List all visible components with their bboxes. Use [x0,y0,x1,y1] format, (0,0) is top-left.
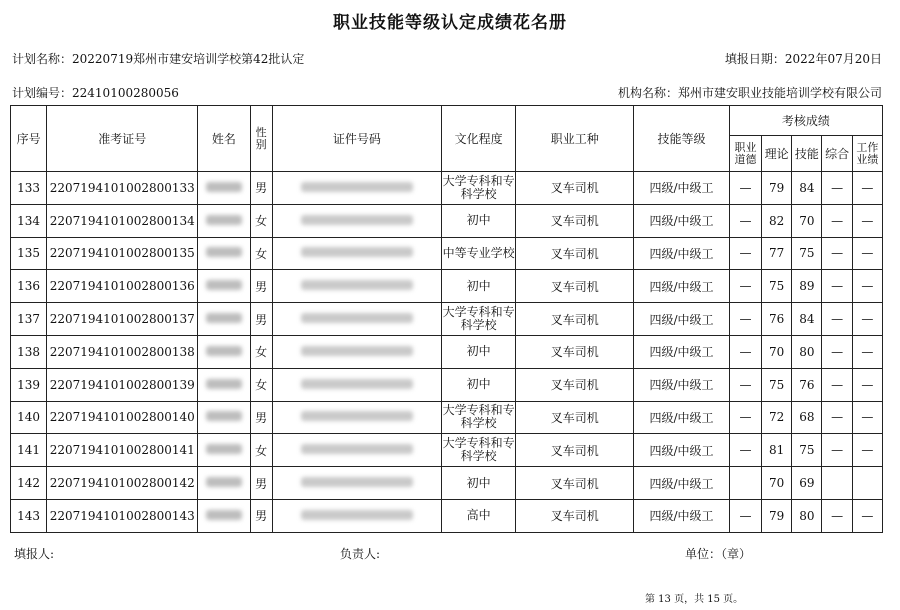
row-overall: — [822,204,852,237]
redacted-id [301,215,413,225]
row-education: 大学专科和专科学校 [441,172,516,205]
row-id-no [272,401,441,434]
row-theory: 79 [762,172,792,205]
row-level: 四级/中级工 [634,434,730,467]
row-education: 中等专业学校 [441,237,516,270]
row-education: 大学专科和专科学校 [441,303,516,336]
row-name [198,335,250,368]
plan-name-value: 20220719郑州市建安培训学校第42批认定 [72,52,305,66]
row-skill: 80 [792,335,822,368]
redacted-name [206,215,242,225]
row-theory: 77 [762,237,792,270]
row-level: 四级/中级工 [634,335,730,368]
table-row [11,237,883,270]
row-exam-no: 2207194101002800137 [47,303,198,336]
org-value: 郑州市建安职业技能培训学校有限公司 [677,86,882,100]
row-gender: 男 [250,270,272,303]
row-performance: — [852,172,882,205]
row-seq: 141 [11,434,47,467]
row-education: 初中 [441,368,516,401]
row-skill: 76 [792,368,822,401]
row-name [198,499,250,532]
table-row [11,303,883,336]
row-skill: 80 [792,499,822,532]
header-level: 技能等级 [634,106,730,172]
redacted-id [301,379,413,389]
redacted-id [301,247,413,257]
row-skill: 84 [792,303,822,336]
redacted-name [206,182,242,192]
redacted-name [206,510,242,520]
row-theory: 75 [762,270,792,303]
row-exam-no: 2207194101002800134 [47,204,198,237]
redacted-id [301,411,413,421]
row-job: 叉车司机 [516,270,634,303]
row-seq: 135 [11,237,47,270]
row-id-no [272,303,441,336]
plan-name [12,50,304,67]
row-skill: 69 [792,467,822,500]
row-exam-no: 2207194101002800140 [47,401,198,434]
score-table [10,105,883,533]
redacted-name [206,247,242,257]
row-theory: 75 [762,368,792,401]
table-row [11,368,883,401]
row-id-no [272,270,441,303]
header-overall: 综合 [822,136,852,172]
row-theory: 70 [762,335,792,368]
row-gender: 女 [250,434,272,467]
row-ethics: — [729,434,761,467]
redacted-id [301,313,413,323]
header-id-no: 证件号码 [272,106,441,172]
row-exam-no: 2207194101002800141 [47,434,198,467]
row-job: 叉车司机 [516,368,634,401]
header-theory: 理论 [762,136,792,172]
row-job: 叉车司机 [516,237,634,270]
table-row [11,270,883,303]
row-theory: 81 [762,434,792,467]
redacted-name [206,346,242,356]
row-level: 四级/中级工 [634,467,730,500]
row-id-no [272,368,441,401]
header-scores: 考核成绩 [729,106,882,136]
row-id-no [272,467,441,500]
row-overall: — [822,401,852,434]
row-performance: — [852,204,882,237]
row-gender: 女 [250,368,272,401]
row-gender: 男 [250,303,272,336]
row-ethics: — [729,270,761,303]
redacted-id [301,346,413,356]
row-seq: 139 [11,368,47,401]
row-job: 叉车司机 [516,499,634,532]
row-education: 大学专科和专科学校 [441,434,516,467]
row-skill: 68 [792,401,822,434]
table-row [11,204,883,237]
row-education: 初中 [441,204,516,237]
row-name [198,204,250,237]
row-skill: 89 [792,270,822,303]
row-ethics: — [729,401,761,434]
header-gender: 性别 [250,106,272,172]
report-date-label: 填报日期： [724,52,785,66]
row-overall: — [822,270,852,303]
row-performance: — [852,434,882,467]
page-title: 职业技能等级认定成绩花名册 [333,13,567,33]
plan-no [12,84,179,101]
row-education: 初中 [441,467,516,500]
row-overall: — [822,172,852,205]
header-job: 职业工种 [516,106,634,172]
table-row [11,172,883,205]
row-level: 四级/中级工 [634,368,730,401]
redacted-name [206,280,242,290]
row-skill: 75 [792,434,822,467]
row-overall: — [822,237,852,270]
redacted-id [301,477,413,487]
row-ethics: — [729,172,761,205]
row-level: 四级/中级工 [634,237,730,270]
row-job: 叉车司机 [516,434,634,467]
redacted-name [206,313,242,323]
row-id-no [272,237,441,270]
row-overall: — [822,368,852,401]
row-skill: 84 [792,172,822,205]
row-education: 初中 [441,335,516,368]
row-theory: 76 [762,303,792,336]
row-id-no [272,335,441,368]
table-row [11,434,883,467]
footer-responsible: 负责人: [340,547,381,561]
row-name [198,368,250,401]
row-job: 叉车司机 [516,204,634,237]
row-job: 叉车司机 [516,172,634,205]
row-level: 四级/中级工 [634,499,730,532]
row-name [198,401,250,434]
page-indicator: 第 13 页，共 15 页。 [645,594,744,605]
row-ethics [729,467,761,500]
plan-no-value: 22410100280056 [72,86,179,100]
row-exam-no: 2207194101002800138 [47,335,198,368]
row-gender: 女 [250,237,272,270]
redacted-name [206,411,242,421]
row-id-no [272,172,441,205]
header-education: 文化程度 [441,106,516,172]
header-ethics: 职业道德 [729,136,761,172]
header-name: 姓名 [198,106,250,172]
row-performance: — [852,270,882,303]
row-seq: 140 [11,401,47,434]
footer-unit: 单位：（章） [685,547,752,561]
row-performance: — [852,368,882,401]
row-performance: — [852,499,882,532]
footer-filler: 填报人: [14,547,55,561]
row-exam-no: 2207194101002800139 [47,368,198,401]
row-seq: 136 [11,270,47,303]
row-overall: — [822,303,852,336]
row-job: 叉车司机 [516,467,634,500]
row-name [198,434,250,467]
row-job: 叉车司机 [516,303,634,336]
header-performance: 工作业绩 [852,136,882,172]
row-seq: 138 [11,335,47,368]
org-label: 机构名称： [617,86,678,100]
header-seq: 序号 [11,106,47,172]
row-seq: 134 [11,204,47,237]
row-ethics: — [729,368,761,401]
plan-no-label: 计划编号： [12,86,73,100]
row-gender: 男 [250,401,272,434]
row-performance: — [852,401,882,434]
row-overall: — [822,434,852,467]
row-education: 初中 [441,270,516,303]
row-exam-no: 2207194101002800143 [47,499,198,532]
row-level: 四级/中级工 [634,270,730,303]
row-overall: — [822,499,852,532]
row-gender: 男 [250,499,272,532]
redacted-id [301,182,413,192]
row-education: 大学专科和专科学校 [441,401,516,434]
row-id-no [272,434,441,467]
row-id-no [272,204,441,237]
row-gender: 男 [250,172,272,205]
redacted-name [206,477,242,487]
row-gender: 女 [250,335,272,368]
header-skill: 技能 [792,136,822,172]
row-gender: 男 [250,467,272,500]
row-exam-no: 220719410100280013​3 [47,172,198,205]
plan-name-label: 计划名称： [12,52,73,66]
redacted-name [206,379,242,389]
row-name [198,303,250,336]
redacted-name [206,444,242,454]
row-overall: — [822,335,852,368]
row-performance: — [852,237,882,270]
row-seq: 143 [11,499,47,532]
row-skill: 70 [792,204,822,237]
row-theory: 72 [762,401,792,434]
org [618,84,882,101]
table-row [11,401,883,434]
report-date [725,50,882,67]
row-exam-no: 2207194101002800136 [47,270,198,303]
row-skill: 75 [792,237,822,270]
row-theory: 79 [762,499,792,532]
row-education: 高中 [441,499,516,532]
row-theory: 82 [762,204,792,237]
row-level: 四级/中级工 [634,204,730,237]
row-seq: 133 [11,172,47,205]
table-row [11,335,883,368]
row-performance: — [852,335,882,368]
redacted-id [301,510,413,520]
row-ethics: — [729,303,761,336]
row-gender: 女 [250,204,272,237]
redacted-id [301,444,413,454]
row-seq: 137 [11,303,47,336]
report-date-value: 2022年07月20日 [784,52,882,66]
row-seq: 142 [11,467,47,500]
row-exam-no: 2207194101002800142 [47,467,198,500]
redacted-id [301,280,413,290]
row-job: 叉车司机 [516,335,634,368]
row-name [198,270,250,303]
row-performance [852,467,882,500]
row-theory: 70 [762,467,792,500]
row-name [198,467,250,500]
table-row [11,467,883,500]
row-id-no [272,499,441,532]
row-ethics: — [729,237,761,270]
row-name [198,172,250,205]
row-job: 叉车司机 [516,401,634,434]
row-name [198,237,250,270]
header-exam-no: 准考证号 [47,106,198,172]
row-performance: — [852,303,882,336]
table-row [11,499,883,532]
row-level: 四级/中级工 [634,172,730,205]
row-exam-no: 2207194101002800135 [47,237,198,270]
row-overall [822,467,852,500]
row-ethics: — [729,499,761,532]
row-ethics: — [729,204,761,237]
row-level: 四级/中级工 [634,303,730,336]
row-ethics: — [729,335,761,368]
row-level: 四级/中级工 [634,401,730,434]
